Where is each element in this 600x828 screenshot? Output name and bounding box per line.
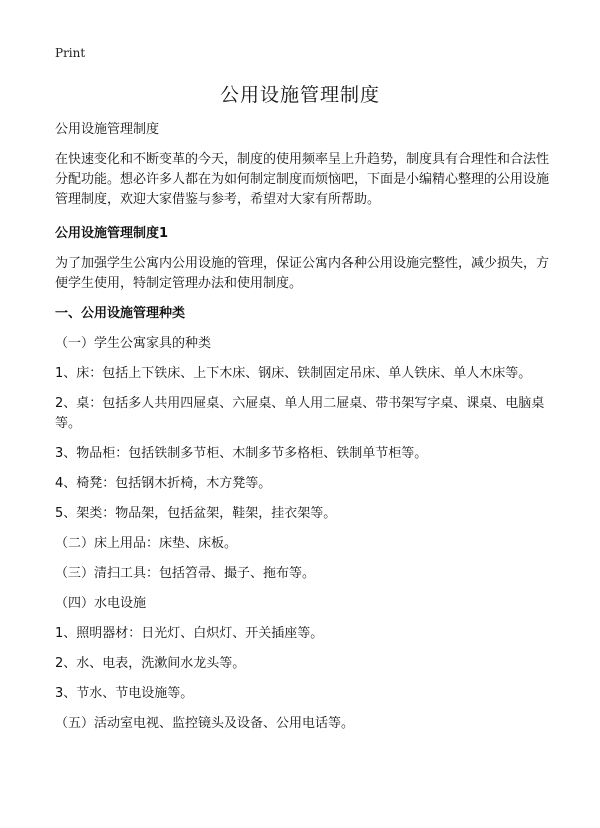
list-item: （三）清扫工具：包括笤帚、撮子、拖布等。 <box>55 566 316 581</box>
list-item: 3、节水、节电设施等。 <box>55 686 194 701</box>
list-item: （四）水电设施 <box>55 596 147 611</box>
part-heading: 一、公用设施管理种类 <box>55 306 186 321</box>
list-item: （二）床上用品：床垫、床板。 <box>55 536 238 551</box>
list-item: 2、桌：包括多人共用四屉桌、六屉桌、单人用二屉桌、带书架写字桌、课桌、电脑桌等。 <box>55 396 545 431</box>
list-item: 5、架类：物品架，包括盆架，鞋架，挂衣架等。 <box>55 506 337 521</box>
list-item: 2、水、电表，洗漱间水龙头等。 <box>55 656 246 671</box>
print-link[interactable]: Print <box>55 46 86 60</box>
list-item: 1、照明器材：日光灯、白炽灯、开关插座等。 <box>55 626 324 641</box>
list-item: 1、床：包括上下铁床、上下木床、钢床、铁制固定吊床、单人铁床、单人木床等。 <box>55 366 532 381</box>
intro-paragraph: 在快速变化和不断变革的今天，制度的使用频率呈上升趋势，制度具有合理性和合法性分配功能。想必许多人都在为如何制定制度而烦恼吧，下面是小编精心整理的公用设施管理制度，欢迎大家借鉴与参考，希望对大家有所帮助。 <box>55 152 550 207</box>
section-intro-paragraph: 为了加强学生公寓内公用设施的管理，保证公寓内各种公用设施完整性，减少损失，方便学生使用，特制定管理办法和使用制度。 <box>55 256 550 291</box>
list-item: 4、椅凳：包括钢木折椅，木方凳等。 <box>55 476 272 491</box>
list-item: 3、物品柜：包括铁制多节柜、木制多节多格柜、铁制单节柜等。 <box>55 446 428 461</box>
document-subtitle: 公用设施管理制度 <box>55 122 160 137</box>
list-item: （一）学生公寓家具的种类 <box>55 336 212 351</box>
list-item: （五）活动室电视、监控镜头及设备、公用电话等。 <box>55 716 355 731</box>
document-body <box>55 120 555 744</box>
section-heading: 公用设施管理制度1 <box>55 226 169 241</box>
page-title: 公用设施管理制度 <box>219 84 380 106</box>
